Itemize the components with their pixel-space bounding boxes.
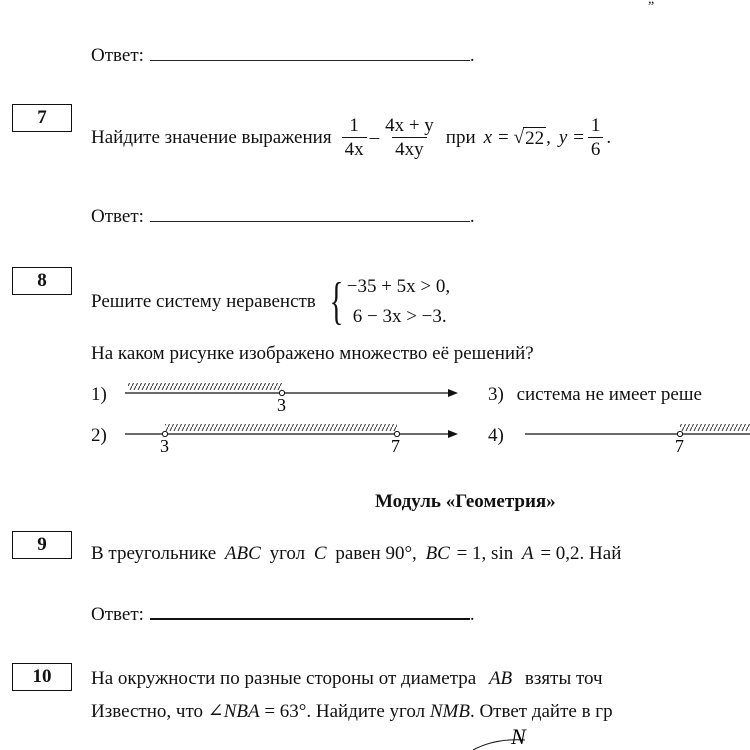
minus-sign: – bbox=[369, 127, 380, 148]
task-7-y-fraction bbox=[588, 115, 604, 162]
arrow-head bbox=[448, 389, 458, 397]
task-10-figure bbox=[465, 722, 545, 750]
fraction-numerator: 4x + y bbox=[385, 114, 434, 136]
var: C bbox=[313, 543, 327, 564]
fraction-denominator: 6 bbox=[588, 137, 604, 162]
text: В треугольнике bbox=[91, 543, 217, 564]
tick-label: 7 bbox=[675, 436, 684, 455]
task-8-question: На каком рисунке изображено множество её решений? bbox=[91, 343, 534, 364]
task-7-y-eq: y = bbox=[558, 127, 585, 148]
task-9-statement bbox=[91, 543, 621, 565]
answer-label: Ответ: bbox=[91, 45, 144, 66]
var: NMB bbox=[429, 701, 470, 722]
arrow-head bbox=[448, 430, 458, 438]
fraction-numerator: 1 bbox=[590, 114, 601, 136]
option-3-text: система не имеет реше bbox=[516, 384, 702, 405]
task-8-system bbox=[347, 272, 450, 332]
task-7-statement bbox=[91, 108, 611, 168]
answer-period: . bbox=[469, 45, 475, 66]
text: равен 90°, bbox=[335, 543, 417, 564]
option-2-label[interactable]: 2) bbox=[91, 425, 107, 446]
text: взяты точ bbox=[524, 668, 603, 689]
task-8-statement bbox=[91, 270, 450, 334]
text: Известно, что ∠ bbox=[91, 701, 224, 722]
hatch-region bbox=[680, 424, 750, 431]
option-4-label[interactable]: 4) bbox=[488, 425, 504, 446]
var: A bbox=[521, 543, 534, 564]
answer-period: . bbox=[469, 604, 475, 625]
option-3-label: 3) bbox=[488, 384, 504, 405]
task-10-line-2 bbox=[91, 700, 613, 723]
text: . Ответ дайте в гр bbox=[469, 701, 613, 722]
text: На окружности по разные стороны от диаметра bbox=[91, 668, 477, 689]
text: = 1, sin bbox=[456, 543, 514, 564]
text: = 63°. Найдите угол bbox=[264, 701, 426, 722]
var: AB bbox=[488, 668, 513, 689]
corner-mark bbox=[648, 0, 654, 8]
task-7-at: при bbox=[445, 127, 476, 148]
sqrt-value: 22 bbox=[525, 127, 545, 149]
tick-label: 3 bbox=[277, 395, 286, 414]
task-9-number: 9 bbox=[12, 531, 72, 559]
var: NBA bbox=[223, 701, 260, 722]
task-10-line-1 bbox=[91, 668, 603, 690]
inequality-2: 6 − 3x > −3. bbox=[352, 306, 447, 327]
period: . bbox=[606, 127, 612, 148]
text: = 0,2. Най bbox=[540, 543, 622, 564]
inequality-1: −35 + 5x > 0, bbox=[346, 276, 451, 297]
answer-7 bbox=[91, 203, 475, 228]
answer-label: Ответ: bbox=[91, 206, 144, 227]
fraction-numerator: 1 bbox=[349, 114, 359, 136]
task-7-text: Найдите значение выражения bbox=[91, 127, 332, 148]
answer-period: . bbox=[469, 206, 475, 227]
answer-9-field[interactable] bbox=[150, 600, 470, 620]
hatch-region bbox=[165, 424, 397, 431]
task-7-number: 7 bbox=[12, 104, 72, 132]
task-10-number: 10 bbox=[12, 663, 72, 691]
hatch-region bbox=[128, 383, 282, 390]
answer-label: Ответ: bbox=[91, 604, 144, 625]
var: ABC bbox=[224, 543, 261, 564]
option-4-number-line[interactable] bbox=[520, 419, 750, 455]
sqrt-sign: √ bbox=[513, 127, 525, 148]
task-8-number: 8 bbox=[12, 267, 72, 295]
tick-label-left: 3 bbox=[160, 436, 169, 455]
separator: , bbox=[546, 127, 551, 148]
option-2-number-line[interactable] bbox=[120, 419, 465, 455]
system-brace: { bbox=[329, 273, 344, 330]
answer-6 bbox=[91, 42, 475, 67]
option-3[interactable] bbox=[488, 384, 702, 406]
option-1-number-line[interactable] bbox=[120, 378, 465, 414]
var: BC bbox=[425, 543, 450, 564]
task-7-fraction-2 bbox=[382, 115, 437, 162]
answer-7-field[interactable] bbox=[150, 203, 470, 222]
option-1-label[interactable]: 1) bbox=[91, 384, 107, 405]
task-7-x-eq: x = bbox=[483, 127, 510, 148]
task-7-fraction-1 bbox=[342, 115, 367, 162]
answer-6-field[interactable] bbox=[150, 42, 470, 61]
module-heading: Модуль «Геометрия» bbox=[375, 491, 556, 512]
text: угол bbox=[269, 543, 306, 564]
point-label-n: N bbox=[511, 724, 526, 749]
tick-label-right: 7 bbox=[391, 436, 400, 455]
fraction-denominator: 4x bbox=[342, 137, 367, 162]
fraction-denominator: 4xy bbox=[392, 137, 427, 162]
task-8-text: Решите систему неравенств bbox=[91, 291, 316, 312]
answer-9 bbox=[91, 600, 475, 626]
